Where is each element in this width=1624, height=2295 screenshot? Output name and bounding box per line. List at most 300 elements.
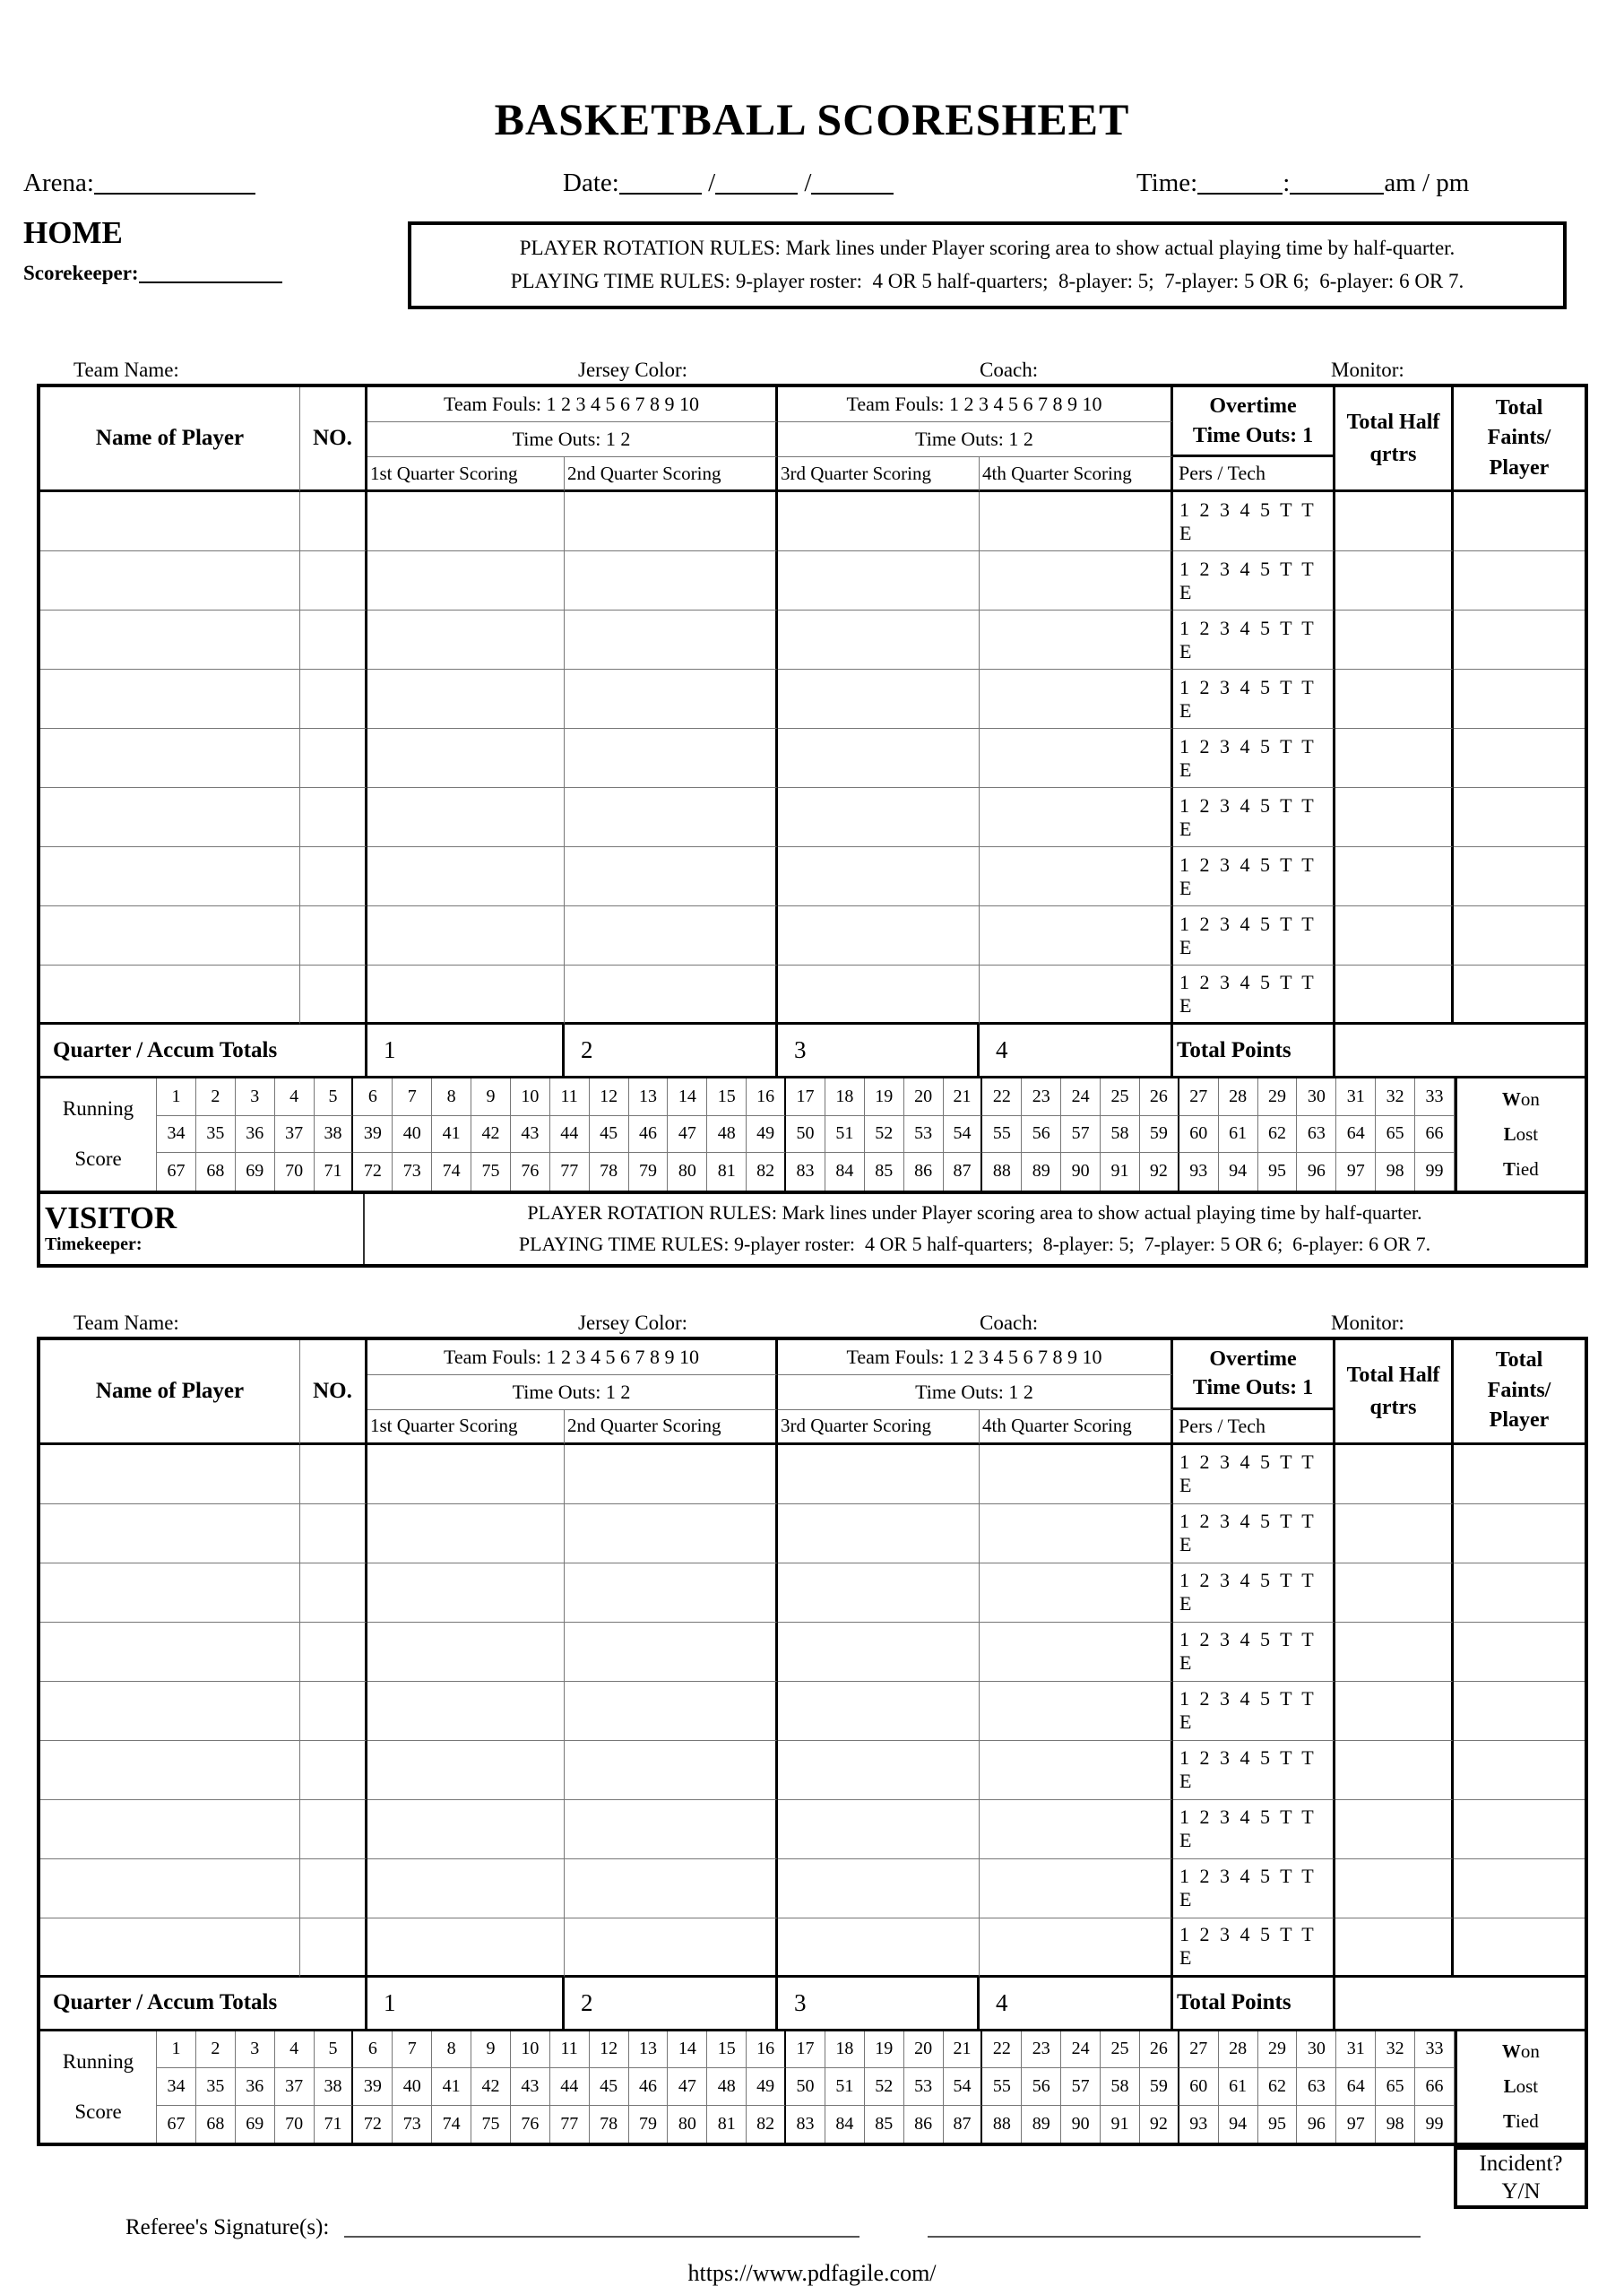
running-score-number: 4	[275, 1078, 315, 1116]
time-hour-blank[interactable]	[1197, 169, 1283, 195]
totals-quarter1-cell: 1	[367, 1025, 565, 1078]
running-score-number: 68	[196, 2106, 236, 2143]
running-score-number: 76	[511, 2106, 550, 2143]
running-score-number: 77	[550, 2106, 590, 2143]
player-entry-cell	[778, 670, 980, 729]
running-score-number: 64	[1336, 2068, 1376, 2106]
player-entry-cell	[300, 1623, 367, 1682]
running-score-number: 43	[511, 2068, 550, 2106]
running-score-number: 46	[629, 2068, 669, 2106]
date-separator: /	[804, 169, 812, 197]
player-entry-cell	[1335, 551, 1454, 611]
result-label: Won	[1501, 2040, 1540, 2063]
running-score-number: 34	[157, 2068, 196, 2106]
player-entry-cell	[1454, 966, 1585, 1025]
running-score-number: 3	[236, 1078, 275, 1116]
running-score-number: 21	[944, 2031, 983, 2069]
running-score-number: 28	[1219, 2031, 1258, 2069]
player-entry-cell	[1335, 1800, 1454, 1859]
player-entry-cell	[367, 1682, 565, 1741]
player-entry-cell	[980, 906, 1173, 966]
player-personal-fouls-marks: 1 2 3 4 5 T T E	[1173, 906, 1335, 966]
player-entry-cell	[367, 1504, 565, 1563]
player-entry-cell	[1335, 847, 1454, 906]
player-entry-cell	[300, 1859, 367, 1918]
running-score-number: 14	[668, 2031, 707, 2069]
running-score-number: 18	[825, 1078, 865, 1116]
running-score-number: 81	[707, 2106, 747, 2143]
player-entry-cell	[300, 1445, 367, 1504]
player-entry-cell	[1454, 1445, 1585, 1504]
player-entry-cell	[367, 788, 565, 847]
running-score-number: 73	[393, 1153, 432, 1191]
time-separator: :	[1283, 169, 1291, 197]
running-score-number: 4	[275, 2031, 315, 2069]
player-entry-cell	[778, 906, 980, 966]
quarter3-scoring-header: 3rd Quarter Scoring	[778, 1410, 980, 1445]
scorekeeper-blank[interactable]	[139, 262, 282, 283]
running-score-number: 92	[1140, 1153, 1179, 1191]
running-score-number: 30	[1297, 1078, 1336, 1116]
total-points-label: Total Points	[1173, 1978, 1335, 2031]
team-name-label: Team Name:	[73, 359, 179, 381]
running-score-number: 38	[315, 2068, 354, 2106]
player-entry-cell	[980, 1918, 1173, 1978]
running-score-number: 31	[1336, 1078, 1376, 1116]
player-entry-cell	[565, 1682, 778, 1741]
footer-url-link[interactable]: https://www.pdfagile.com/	[687, 2260, 937, 2286]
running-score-number: 63	[1297, 2068, 1336, 2106]
date-month-blank[interactable]	[619, 169, 702, 195]
visitor-rules-box	[365, 1194, 1585, 1264]
totals-quarter3-cell: 3	[778, 1025, 980, 1078]
running-score-number: 92	[1140, 2106, 1179, 2143]
total-faints-line1: Total	[1495, 1348, 1543, 1373]
running-score-number: 17	[786, 2031, 825, 2069]
player-entry-cell	[778, 1800, 980, 1859]
running-score-number: 14	[668, 1078, 707, 1116]
player-entry-cell	[1454, 1504, 1585, 1563]
player-entry-cell	[1335, 788, 1454, 847]
player-entry-cell	[565, 788, 778, 847]
rules-line2: PLAYING TIME RULES: 9-player roster: 4 OR 5 half-quarters; 8-player: 5; 7-player: 5 OR 6; 6-player: 6 OR 7.	[510, 270, 1464, 292]
arena-blank[interactable]	[94, 169, 255, 195]
total-points-label: Total Points	[1173, 1025, 1335, 1078]
running-score-number: 30	[1297, 2031, 1336, 2069]
arena-label: Arena:	[23, 169, 94, 197]
player-entry-cell	[565, 966, 778, 1025]
running-score-number: 78	[590, 1153, 629, 1191]
team-fouls-header-first-half: Team Fouls: 1 2 3 4 5 6 7 8 9 10	[367, 1340, 778, 1375]
player-entry-cell	[980, 670, 1173, 729]
player-entry-cell	[40, 966, 300, 1025]
running-score-number: 20	[904, 1078, 944, 1116]
running-score-number: 62	[1258, 2068, 1298, 2106]
player-personal-fouls-marks: 1 2 3 4 5 T T E	[1173, 1918, 1335, 1978]
monitor-label: Monitor:	[1331, 359, 1404, 381]
player-entry-cell	[40, 551, 300, 611]
totals-quarter3-cell: 3	[778, 1978, 980, 2031]
running-score-number: 75	[471, 2106, 511, 2143]
player-entry-cell	[300, 1800, 367, 1859]
referee-signature-blank-2[interactable]	[928, 2214, 1421, 2238]
running-score-number: 42	[471, 2068, 511, 2106]
player-personal-fouls-marks: 1 2 3 4 5 T T E	[1173, 551, 1335, 611]
player-entry-cell	[980, 1682, 1173, 1741]
player-entry-cell	[778, 1859, 980, 1918]
total-faints-per-player-header	[1454, 1340, 1585, 1445]
running-score-number: 84	[825, 2106, 865, 2143]
team-fouls-header-second-half: Team Fouls: 1 2 3 4 5 6 7 8 9 10	[778, 387, 1173, 422]
total-points-entry-cell	[1335, 1025, 1585, 1078]
running-score-number: 79	[629, 2106, 669, 2143]
running-score-number: 38	[315, 1116, 354, 1154]
running-score-number: 16	[747, 2031, 786, 2069]
running-score-number: 43	[511, 1116, 550, 1154]
running-score-number: 53	[904, 2068, 944, 2106]
player-entry-cell	[40, 1918, 300, 1978]
home-team-info-row	[0, 351, 1624, 384]
running-score-number: 59	[1140, 1116, 1179, 1154]
player-entry-cell	[367, 551, 565, 611]
running-score-number: 91	[1101, 1153, 1140, 1191]
player-entry-cell	[300, 1682, 367, 1741]
player-entry-cell	[980, 729, 1173, 788]
running-score-number: 12	[590, 2031, 629, 2069]
player-entry-cell	[980, 1741, 1173, 1800]
overtime-label: Overtime	[1209, 394, 1297, 419]
date-day-blank[interactable]	[715, 169, 798, 195]
running-score-number: 22	[982, 1078, 1022, 1116]
overtime-timeouts-label: Time Outs: 1	[1192, 423, 1314, 447]
player-entry-cell	[367, 966, 565, 1025]
running-score-number: 7	[393, 1078, 432, 1116]
running-score-number: 83	[786, 1153, 825, 1191]
running-score-number: 58	[1101, 2068, 1140, 2106]
quarter3-scoring-header: 3rd Quarter Scoring	[778, 457, 980, 492]
running-score-number: 89	[1022, 2106, 1061, 2143]
scorekeeper-field	[23, 262, 282, 285]
personal-technical-fouls-header: Pers / Tech	[1173, 457, 1335, 492]
running-score-number: 52	[865, 1116, 904, 1154]
running-score-number: 96	[1297, 1153, 1336, 1191]
running-score-label	[40, 1078, 157, 1191]
totals-quarter2-cell: 2	[565, 1025, 778, 1078]
player-entry-cell	[300, 492, 367, 551]
visitor-band	[40, 1191, 1585, 1264]
home-team-label: HOME	[23, 215, 123, 250]
player-entry-cell	[1335, 492, 1454, 551]
player-entry-cell	[1454, 729, 1585, 788]
player-entry-cell	[778, 551, 980, 611]
player-entry-cell	[565, 1800, 778, 1859]
running-score-number: 61	[1219, 1116, 1258, 1154]
monitor-label: Monitor:	[1331, 1311, 1404, 1334]
running-score-number: 96	[1297, 2106, 1336, 2143]
running-score-number: 15	[707, 1078, 747, 1116]
overtime-label: Overtime	[1209, 1347, 1297, 1371]
player-entry-cell	[565, 1504, 778, 1563]
running-score-number: 15	[707, 2031, 747, 2069]
time-label: Time:	[1136, 169, 1198, 197]
team-name-label: Team Name:	[73, 1311, 179, 1334]
player-entry-cell	[40, 1445, 300, 1504]
running-score-number: 78	[590, 2106, 629, 2143]
score-grid	[40, 1340, 1585, 2031]
running-score-number: 13	[629, 1078, 669, 1116]
running-score-number: 67	[157, 2106, 196, 2143]
player-entry-cell	[778, 1563, 980, 1623]
rules-line2: PLAYING TIME RULES: 9-player roster: 4 OR 5 half-quarters; 8-player: 5; 7-player: 5 OR 6; 6-player: 6 OR 7.	[518, 1232, 1431, 1255]
player-personal-fouls-marks: 1 2 3 4 5 T T E	[1173, 1623, 1335, 1682]
totals-quarter4-cell: 4	[980, 1978, 1173, 2031]
name-of-player-header: Name of Player	[40, 387, 300, 492]
running-score-number: 31	[1336, 2031, 1376, 2069]
running-score-number: 90	[1061, 2106, 1101, 2143]
running-score-number: 99	[1415, 2106, 1455, 2143]
running-score-number: 9	[471, 2031, 511, 2069]
player-entry-cell	[300, 611, 367, 670]
player-entry-cell	[565, 551, 778, 611]
total-half-line1: Total Half	[1346, 411, 1440, 434]
running-score-number: 80	[668, 1153, 707, 1191]
player-personal-fouls-marks: 1 2 3 4 5 T T E	[1173, 1859, 1335, 1918]
running-score-number: 48	[707, 2068, 747, 2106]
running-score-number: 22	[982, 2031, 1022, 2069]
incident-yn: Y/N	[1501, 2179, 1541, 2204]
player-entry-cell	[778, 611, 980, 670]
player-personal-fouls-marks: 1 2 3 4 5 T T E	[1173, 729, 1335, 788]
player-entry-cell	[980, 1623, 1173, 1682]
personal-technical-fouls-header: Pers / Tech	[1173, 1410, 1335, 1445]
running-score-number: 72	[353, 2106, 393, 2143]
player-entry-cell	[300, 1563, 367, 1623]
player-entry-cell	[1335, 966, 1454, 1025]
total-faints-line3: Player	[1489, 1408, 1550, 1433]
running-score-number: 32	[1376, 2031, 1415, 2069]
scorekeeper-label: Scorekeeper:	[23, 262, 139, 284]
running-score-number: 54	[944, 1116, 983, 1154]
quarter1-scoring-header: 1st Quarter Scoring	[367, 457, 565, 492]
running-score-number: 71	[315, 2106, 354, 2143]
running-score-number: 74	[432, 1153, 471, 1191]
player-entry-cell	[565, 492, 778, 551]
quarter2-scoring-header: 2nd Quarter Scoring	[565, 1410, 778, 1445]
player-entry-cell	[1454, 1800, 1585, 1859]
running-score-number: 29	[1258, 2031, 1298, 2069]
player-entry-cell	[980, 1800, 1173, 1859]
player-entry-cell	[565, 1859, 778, 1918]
running-score-number: 75	[471, 1153, 511, 1191]
running-score-grid	[40, 2031, 1585, 2143]
player-entry-cell	[565, 670, 778, 729]
player-entry-cell	[40, 1859, 300, 1918]
running-score-number: 48	[707, 1116, 747, 1154]
running-score-number: 89	[1022, 1153, 1061, 1191]
running-score-number: 50	[786, 1116, 825, 1154]
running-score-number: 33	[1415, 1078, 1455, 1116]
game-result-box	[1455, 2031, 1585, 2143]
result-label: Tied	[1503, 2110, 1539, 2133]
player-entry-cell	[367, 1445, 565, 1504]
player-entry-cell	[367, 611, 565, 670]
running-score-number: 74	[432, 2106, 471, 2143]
running-score-number: 23	[1022, 2031, 1061, 2069]
running-score-number: 66	[1415, 2068, 1455, 2106]
running-score-number: 51	[825, 1116, 865, 1154]
running-score-number: 65	[1376, 2068, 1415, 2106]
running-score-number: 64	[1336, 1116, 1376, 1154]
total-half-quarters-header	[1335, 1340, 1454, 1445]
running-score-number: 41	[432, 1116, 471, 1154]
home-score-table	[37, 384, 1588, 1268]
running-score-number: 1	[157, 1078, 196, 1116]
player-entry-cell	[300, 729, 367, 788]
player-entry-cell	[778, 847, 980, 906]
player-entry-cell	[1454, 611, 1585, 670]
total-faints-line2: Faints/	[1487, 426, 1551, 450]
running-score-number: 10	[511, 1078, 550, 1116]
running-score-number: 70	[275, 2106, 315, 2143]
running-score-number: 47	[668, 1116, 707, 1154]
visitor-table-slot	[40, 1340, 1585, 2143]
totals-quarter4-cell: 4	[980, 1025, 1173, 1078]
player-entry-cell	[1454, 492, 1585, 551]
player-number-header: NO.	[300, 387, 367, 492]
player-entry-cell	[1454, 1623, 1585, 1682]
player-entry-cell	[1335, 729, 1454, 788]
player-entry-cell	[980, 966, 1173, 1025]
running-score-number: 57	[1061, 1116, 1101, 1154]
date-year-blank[interactable]	[811, 169, 894, 195]
running-score-number: 87	[944, 1153, 983, 1191]
player-entry-cell	[778, 492, 980, 551]
running-score-number: 58	[1101, 1116, 1140, 1154]
timekeeper-label: Timekeeper:	[45, 1234, 143, 1255]
running-score-number: 39	[353, 1116, 393, 1154]
player-entry-cell	[300, 1504, 367, 1563]
player-entry-cell	[778, 788, 980, 847]
quarter-accum-totals-label: Quarter / Accum Totals	[40, 1978, 367, 2031]
running-score-number: 95	[1258, 2106, 1298, 2143]
player-entry-cell	[980, 492, 1173, 551]
time-field	[1136, 169, 1469, 198]
player-entry-cell	[40, 1563, 300, 1623]
running-score-number: 85	[865, 2106, 904, 2143]
player-entry-cell	[300, 1741, 367, 1800]
visitor-score-table	[37, 1337, 1588, 2147]
coach-label: Coach:	[980, 359, 1039, 381]
player-personal-fouls-marks: 1 2 3 4 5 T T E	[1173, 670, 1335, 729]
player-entry-cell	[40, 1741, 300, 1800]
player-entry-cell	[565, 1563, 778, 1623]
player-entry-cell	[300, 847, 367, 906]
running-score-number: 69	[236, 1153, 275, 1191]
arena-field	[23, 169, 255, 198]
player-entry-cell	[1335, 1682, 1454, 1741]
player-entry-cell	[300, 670, 367, 729]
player-personal-fouls-marks: 1 2 3 4 5 T T E	[1173, 1741, 1335, 1800]
player-entry-cell	[980, 1445, 1173, 1504]
running-score-label-line1: Running	[62, 1097, 134, 1121]
result-label: Tied	[1503, 1157, 1539, 1180]
player-entry-cell	[1335, 611, 1454, 670]
running-score-number: 40	[393, 2068, 432, 2106]
running-score-number: 71	[315, 1153, 354, 1191]
running-score-number: 28	[1219, 1078, 1258, 1116]
player-entry-cell	[778, 1504, 980, 1563]
home-table-slot	[40, 387, 1585, 1191]
running-score-number: 84	[825, 1153, 865, 1191]
player-entry-cell	[367, 492, 565, 551]
player-entry-cell	[367, 1859, 565, 1918]
total-half-line1: Total Half	[1346, 1363, 1440, 1387]
running-score-number: 77	[550, 1153, 590, 1191]
running-score-label-line2: Score	[74, 1148, 122, 1171]
jersey-color-label: Jersey Color:	[578, 1311, 688, 1334]
total-faints-per-player-header	[1454, 387, 1585, 492]
overtime-timeouts-header	[1173, 1340, 1335, 1410]
running-score-number: 60	[1179, 1116, 1219, 1154]
running-score-number: 59	[1140, 2068, 1179, 2106]
running-score-number: 11	[550, 1078, 590, 1116]
running-score-number: 41	[432, 2068, 471, 2106]
running-score-number: 37	[275, 1116, 315, 1154]
player-entry-cell	[300, 1918, 367, 1978]
running-score-number: 79	[629, 1153, 669, 1191]
running-score-number: 93	[1179, 2106, 1219, 2143]
player-entry-cell	[300, 906, 367, 966]
running-score-number: 24	[1061, 2031, 1101, 2069]
timeouts-header-second-half: Time Outs: 1 2	[778, 1375, 1173, 1410]
player-entry-cell	[1335, 1504, 1454, 1563]
running-score-number: 52	[865, 2068, 904, 2106]
total-points-entry-cell	[1335, 1978, 1585, 2031]
running-score-number: 42	[471, 1116, 511, 1154]
running-score-number: 34	[157, 1116, 196, 1154]
running-score-number: 68	[196, 1153, 236, 1191]
quarter-accum-totals-label: Quarter / Accum Totals	[40, 1025, 367, 1078]
jersey-color-label: Jersey Color:	[578, 359, 688, 381]
running-score-number: 94	[1219, 1153, 1258, 1191]
running-score-number: 6	[353, 1078, 393, 1116]
quarter4-scoring-header: 4th Quarter Scoring	[980, 457, 1173, 492]
player-entry-cell	[1335, 1859, 1454, 1918]
player-personal-fouls-marks: 1 2 3 4 5 T T E	[1173, 966, 1335, 1025]
rules-line1: PLAYER ROTATION RULES: Mark lines under Player scoring area to show actual playing time by half-quarter.	[519, 237, 1456, 260]
ampm-label: am / pm	[1384, 169, 1470, 197]
total-faints-line2: Faints/	[1487, 1378, 1551, 1402]
referee-signature-blank-1[interactable]	[344, 2214, 860, 2238]
player-entry-cell	[40, 729, 300, 788]
time-minute-blank[interactable]	[1290, 169, 1384, 195]
referee-signature-row	[125, 2214, 1624, 2240]
player-entry-cell	[778, 1682, 980, 1741]
player-entry-cell	[300, 788, 367, 847]
player-entry-cell	[1335, 1445, 1454, 1504]
total-faints-line3: Player	[1489, 455, 1550, 480]
player-entry-cell	[778, 1918, 980, 1978]
player-entry-cell	[1454, 670, 1585, 729]
running-score-grid	[40, 1078, 1585, 1191]
quarter1-scoring-header: 1st Quarter Scoring	[367, 1410, 565, 1445]
team-fouls-header-first-half: Team Fouls: 1 2 3 4 5 6 7 8 9 10	[367, 387, 778, 422]
totals-quarter1-cell: 1	[367, 1978, 565, 2031]
running-score-number: 35	[196, 1116, 236, 1154]
running-score-number: 95	[1258, 1153, 1298, 1191]
name-of-player-header: Name of Player	[40, 1340, 300, 1445]
player-entry-cell	[1454, 1741, 1585, 1800]
